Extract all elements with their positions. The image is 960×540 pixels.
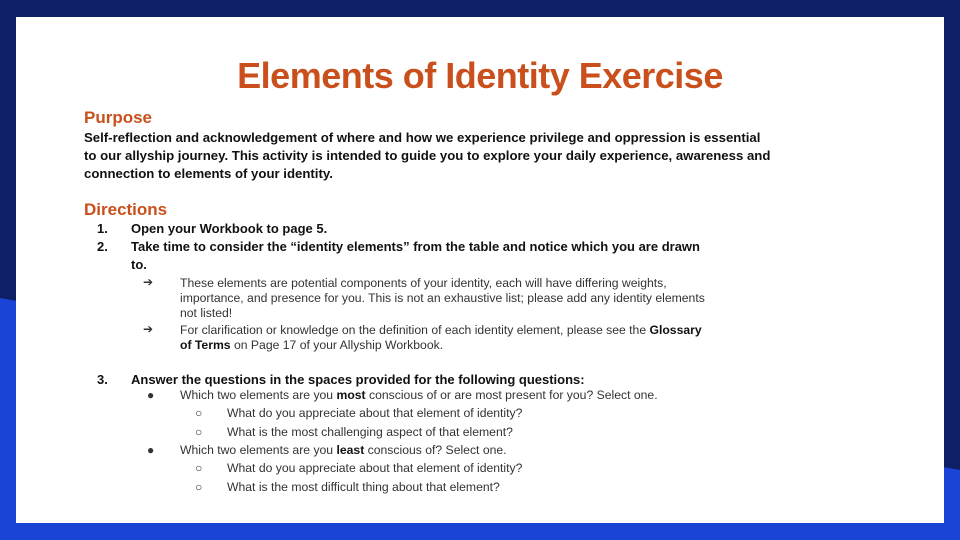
page-title: Elements of Identity Exercise xyxy=(237,55,723,96)
arrow-icon: ➔ xyxy=(143,322,154,336)
sub-question: What do you appreciate about that element of identity? xyxy=(227,461,523,475)
slide-card xyxy=(16,17,944,523)
circle-bullet-icon: ○ xyxy=(195,461,203,475)
sub-question: What is the most challenging aspect of that element? xyxy=(227,425,513,439)
bullet-line: not listed! xyxy=(180,306,233,320)
step-2-line: to. xyxy=(131,257,147,272)
bullet-line: For clarification or knowledge on the definition of each identity element, please see the Glossary xyxy=(180,323,702,337)
circle-bullet-icon: ○ xyxy=(195,480,203,494)
question-most: Which two elements are you most conscious of or are most present for you? Select one. xyxy=(180,388,658,402)
circle-bullet-icon: ○ xyxy=(195,425,203,439)
bullet-dot-icon: ● xyxy=(147,443,155,457)
sub-question: What is the most difficult thing about that element? xyxy=(227,480,500,494)
step-3-text: Answer the questions in the spaces provided for the following questions: xyxy=(131,372,585,387)
sub-question: What do you appreciate about that element of identity? xyxy=(227,406,523,420)
bullet-line: of Terms on Page 17 of your Allyship Workbook. xyxy=(180,338,444,352)
step-1-text: Open your Workbook to page 5. xyxy=(131,221,328,236)
step-number: 3. xyxy=(97,372,108,387)
step-number: 2. xyxy=(97,239,108,254)
purpose-heading: Purpose xyxy=(84,108,153,127)
circle-bullet-icon: ○ xyxy=(195,406,203,420)
bullet-line: importance, and presence for you. This is not an exhaustive list; please add any identity elements xyxy=(180,291,705,305)
step-2-line: Take time to consider the “identity elements” from the table and notice which you are drawn xyxy=(131,239,700,254)
directions-heading: Directions xyxy=(84,200,168,219)
bullet-dot-icon: ● xyxy=(147,388,155,402)
purpose-text: Self-reflection and acknowledgement of where and how we experience privilege and oppression is essential to our allyship journey. This activity is intended to guide you to explore your daily experience, awareness and connection to elements of your identity. xyxy=(84,130,771,181)
bullet-line: These elements are potential components of your identity, each will have differing weights, xyxy=(180,276,667,290)
step-number: 1. xyxy=(97,221,108,236)
question-least: Which two elements are you least conscious of? Select one. xyxy=(180,443,507,457)
arrow-icon: ➔ xyxy=(143,275,154,289)
